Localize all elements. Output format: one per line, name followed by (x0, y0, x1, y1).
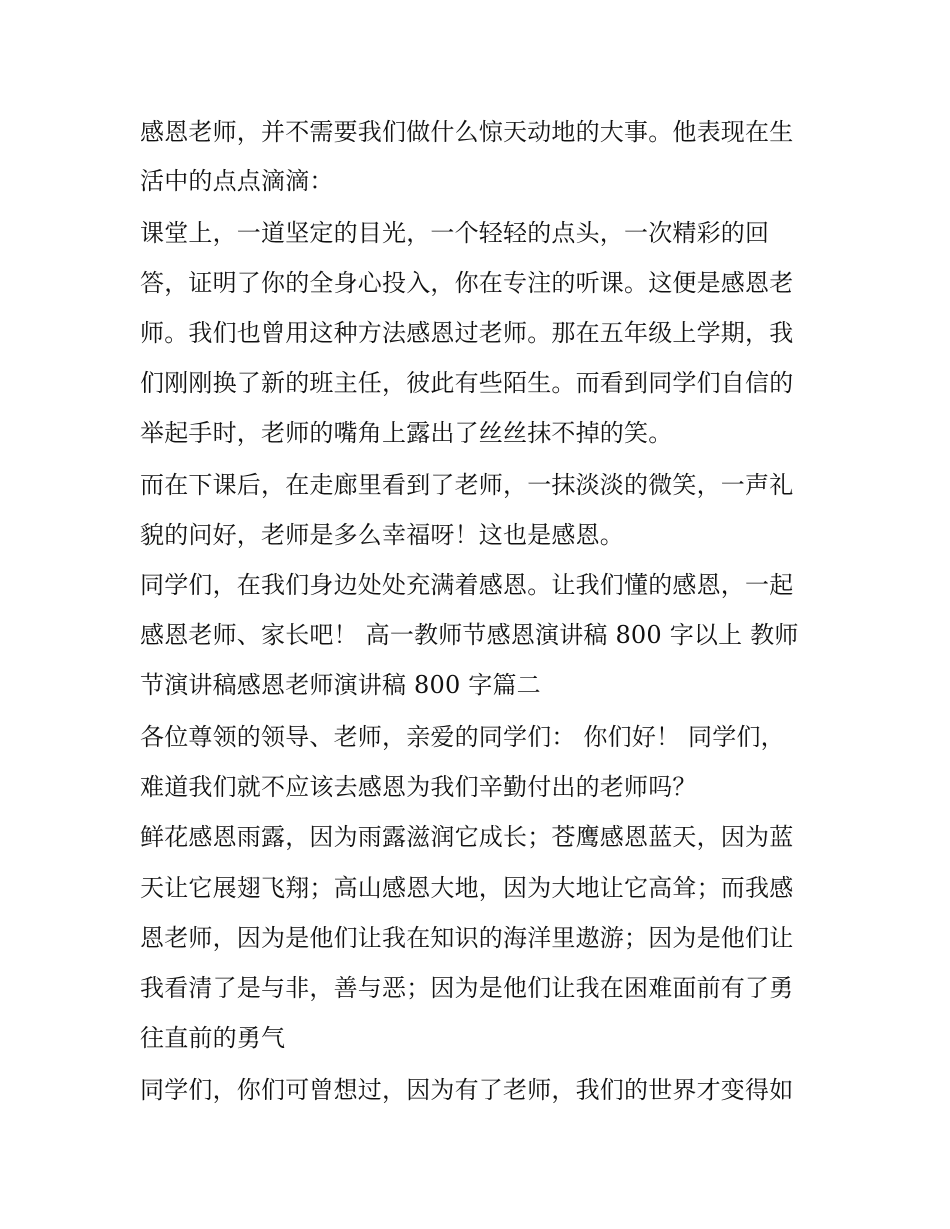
text-line: 感恩老师，并不需要我们做什么惊天动地的大事。他表现在生 (140, 118, 794, 146)
text-line: 举起手时，老师的嘴角上露出了丝丝抹不掉的笑。 (140, 419, 673, 447)
text-line: 师。我们也曾用这种方法感恩过老师。那在五年级上学期，我 (140, 319, 794, 347)
text-line: 鲜花感恩雨露，因为雨露滋润它成长；苍鹰感恩蓝天，因为蓝 (140, 823, 794, 851)
text-line: 我看清了是与非，善与恶；因为是他们让我在困难面前有了勇 (140, 974, 794, 1002)
text-line: 而在下课后，在走廊里看到了老师，一抹淡淡的微笑，一声礼 (140, 471, 794, 499)
text-line: 恩老师，因为是他们让我在知识的海洋里遨游；因为是他们让 (140, 924, 794, 952)
text-line: 往直前的勇气 (140, 1024, 286, 1052)
text-line: 们刚刚换了新的班主任，彼此有些陌生。而看到同学们自信的 (140, 369, 794, 397)
text-line: 貌的问好，老师是多么幸福呀！这也是感恩。 (140, 521, 624, 549)
text-line: 答，证明了你的全身心投入，你在专注的听课。这便是感恩老 (140, 269, 794, 297)
text-line: 难道我们就不应该去感恩为我们辛勤付出的老师吗？ (140, 773, 697, 801)
text-line: 天让它展翅飞翔；高山感恩大地，因为大地让它高耸；而我感 (140, 874, 794, 902)
text-line: 同学们，在我们身边处处充满着感恩。让我们懂的感恩，一起 (140, 571, 794, 599)
text-line: 感恩老师、家长吧！ 高一教师节感恩演讲稿 800 字以上 教师 (140, 621, 799, 649)
text-line: 各位尊领的领导、老师，亲爱的同学们： 你们好！ 同学们， (140, 723, 785, 751)
text-line: 活中的点点滴滴： (140, 167, 334, 195)
text-line: 同学们，你们可曾想过，因为有了老师，我们的世界才变得如 (140, 1076, 794, 1104)
text-line: 节演讲稿感恩老师演讲稿 800 字篇二 (140, 671, 541, 699)
text-line: 课堂上，一道坚定的目光，一个轻轻的点头，一次精彩的回 (140, 219, 770, 247)
